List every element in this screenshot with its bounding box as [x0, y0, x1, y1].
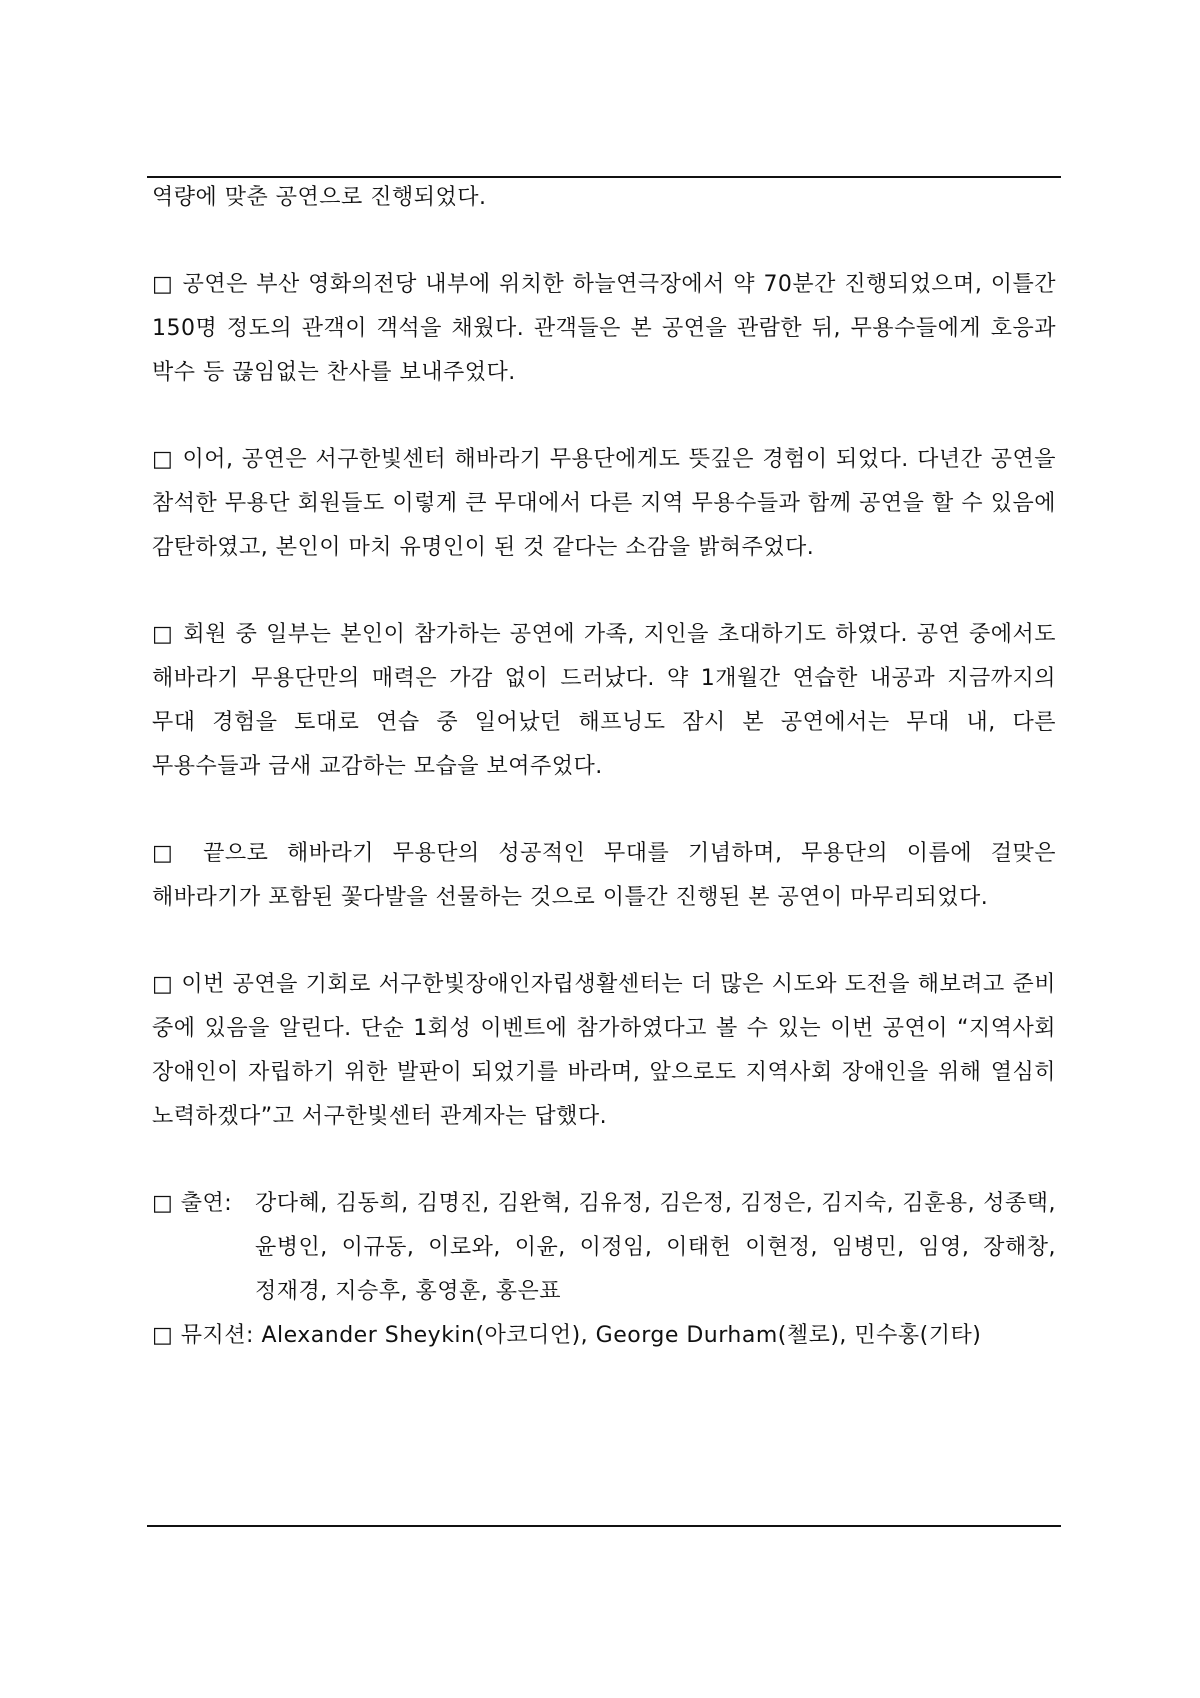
paragraph-future: □ 이번 공연을 기회로 서구한빛장애인자립생활센터는 더 많은 시도와 도전을 해보려고 준비 중에 있음을 알린다. 단순 1회성 이벤트에 참가하였다고 볼 수 있는 이번 공연이 “지역사회 장애인이 자립하기 위한 발판이 되었기를 바라며, 앞으로도 지역사회 장애인을 위해 열심히 노력하겠다”고 서구한빛센터 관계자는 답했다.: [152, 972, 1056, 1129]
cast-row: [152, 1182, 1056, 1314]
paragraph-venue: □ 공연은 부산 영화의전당 내부에 위치한 하늘연극장에서 약 70분간 진행되었으며, 이틀간 150명 정도의 관객이 객석을 채웠다. 관객들은 본 공연을 관람한 뒤, 무용수들에게 호응과 박수 등 끊임없는 찬사를 보내주었다.: [152, 272, 1056, 385]
paragraph-performance: □ 회원 중 일부는 본인이 참가하는 공연에 가족, 지인을 초대하기도 하였다. 공연 중에서도 해바라기 무용단만의 매력은 가감 없이 드러났다. 약 1개월간 연습한 내공과 지금까지의 무대 경험을 토대로 연습 중 일어났던 해프닝도 잠시 본 공연에서는 무대 내, 다른 무용수들과 금새 교감하는 모습을 보여주었다.: [152, 622, 1056, 779]
document-body: [152, 176, 1056, 1358]
cast-names: 강다혜, 김동희, 김명진, 김완혁, 김유정, 김은정, 김정은, 김지숙, 김훈용, 성종택, 윤병인, 이규동, 이로와, 이윤, 이정임, 이태헌 이현정, 임병민, 임영, 장해창, 정재경, 지승후, 홍영훈, 홍은표: [255, 1191, 1056, 1304]
musicians-row: □ 뮤지션: Alexander Sheykin(아코디언), George Durham(첼로), 민수홍(기타): [152, 1323, 982, 1348]
paragraph-experience: □ 이어, 공연은 서구한빛센터 해바라기 무용단에게도 뜻깊은 경험이 되었다. 다년간 공연을 참석한 무용단 회원들도 이렇게 큰 무대에서 다른 지역 무용수들과 함께 공연을 할 수 있음에 감탄하였고, 본인이 마치 유명인이 된 것 같다는 소감을 밝혀주었다.: [152, 447, 1056, 560]
paragraph-closing: □ 끝으로 해바라기 무용단의 성공적인 무대를 기념하며, 무용단의 이름에 걸맞은 해바라기가 포함된 꽃다발을 선물하는 것으로 이틀간 진행된 본 공연이 마무리되었다.: [152, 841, 1056, 910]
cast-label: □ 출연:: [152, 1191, 233, 1216]
credits-section: [152, 1182, 1056, 1358]
lead-text: 역량에 맞춘 공연으로 진행되었다.: [152, 185, 487, 210]
bottom-rule: [147, 1525, 1061, 1527]
